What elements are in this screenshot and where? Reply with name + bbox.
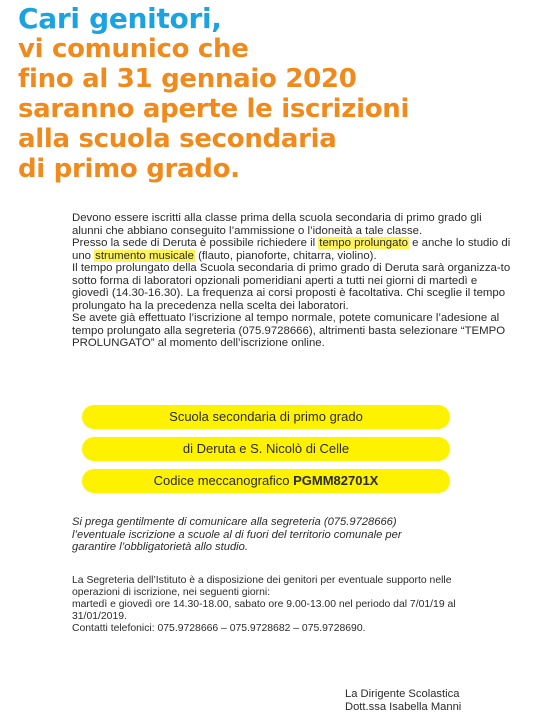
- heading-line-5: di primo grado.: [18, 154, 240, 184]
- office-contacts: Contatti telefonici: 075.9728666 – 075.9728682 – 075.9728690.: [72, 623, 366, 634]
- highlight-tempo-prolungato: tempo prolungato: [319, 237, 408, 249]
- heading-line-2: fino al 31 gennaio 2020: [18, 64, 357, 94]
- signature-role: La Dirigente Scolastica: [345, 688, 460, 700]
- extended-time-paragraph: Il tempo prolungato della Scuola secondaria di primo grado di Deruta sarà organizza-to sotto forma di laboratori opzionali pomeridiani aperti a tutti nei giorni di martedì e giovedì (14.30-16.30). La frequenza ai corsi proposti è facoltativa. Chi sceglie il tempo prolungato ha la precedenza nella scelta dei laboratori.: [72, 262, 511, 312]
- heading-line-1: vi comunico che: [18, 34, 249, 64]
- enrollment-info: [72, 212, 512, 350]
- highlight-strumento-musicale: strumento musicale: [95, 249, 194, 262]
- school-name-pill: [82, 405, 450, 429]
- school-location-pill: [82, 437, 450, 461]
- school-name: Scuola secondaria di primo grado: [169, 409, 363, 424]
- options-text-a: Presso la sede di Deruta è possibile richiedere il: [72, 237, 319, 249]
- heading-line-3: saranno aperte le iscrizioni: [18, 94, 410, 124]
- school-location: di Deruta e S. Nicolò di Celle: [182, 441, 350, 456]
- page-heading: [18, 4, 538, 184]
- school-code: PGMM82701X: [293, 473, 379, 488]
- options-text-c: (flauto, pianoforte, chitarra, violino).: [194, 249, 377, 262]
- office-intro: La Segreteria dell’Istituto è a disposizione dei genitori per eventuale supporto nelle operazioni di iscrizione, nei seguenti giorni:: [72, 575, 452, 598]
- signature-block: [345, 688, 525, 714]
- heading-line-4: alla scuola secondaria: [18, 124, 337, 154]
- eligibility-paragraph: Devono essere iscritti alla classe prima della scuola secondaria di primo grado gli alunni che abbiano conseguito l’ammissione o l’idoneità a tale classe.: [72, 212, 482, 237]
- options-paragraph: [72, 237, 512, 262]
- already-enrolled-paragraph: Se avete già effettuato l’iscrizione al tempo normale, potete comunicare l’adesione al tempo prolungato alla segreteria (075.9728666), altrimenti basta selezionare “TEMPO PROLUNGATO” al momento dell’iscrizione online.: [72, 312, 506, 349]
- notice-paragraph: Si prega gentilmente di comunicare alla segreteria (075.9728666) l’eventuale iscrizione a scuole al di fuori del territorio comunale per garantire l’obbligatorietà allo studio.: [72, 516, 402, 554]
- office-hours: martedì e giovedì ore 14.30-18.00, sabato ore 9.00-13.00 nel periodo dal 7/01/19 al 31/01/2019.: [72, 599, 456, 622]
- options-text-b: e anche lo studio di uno: [72, 237, 511, 262]
- signature-name: Dott.ssa Isabella Manni: [345, 701, 462, 713]
- school-code-pill: [82, 469, 450, 493]
- school-code-label: Codice meccanografico: [153, 473, 294, 488]
- office-info: [72, 575, 492, 635]
- greeting-heading: Cari genitori,: [18, 2, 222, 35]
